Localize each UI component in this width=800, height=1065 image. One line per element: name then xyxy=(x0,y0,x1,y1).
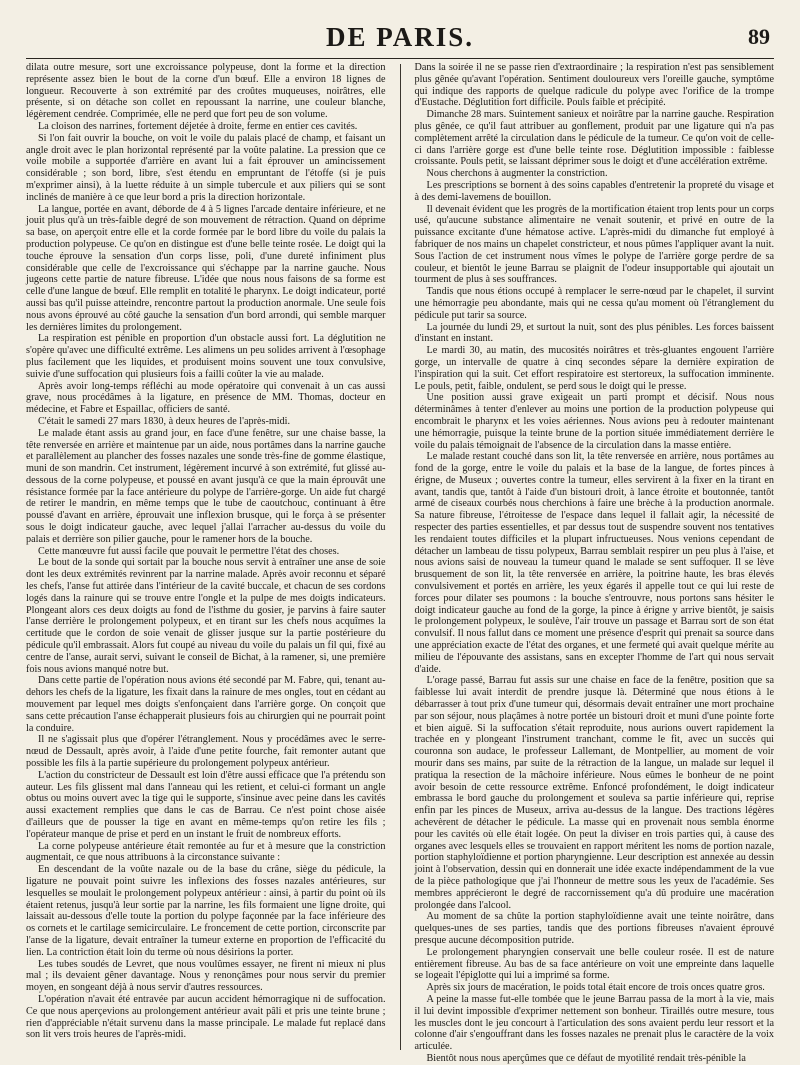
paragraph: A peine la masse fut-elle tombée que le jeune Barrau passa de la mort à la vie, mais il lui devint impossible d'exprimer nettement son bonheur. Tiraillés outre mesure, tous les muscles dont le jeu concourt à l'articulation des sons avaient perdu leur ressort et la colonne d'air s'engouffrant dans les fosses nazales ne prenait plus le caractère de la voix articulée. xyxy=(414,993,774,1053)
paragraph: Nous cherchons à augmenter la constriction. xyxy=(426,168,608,180)
right-column xyxy=(414,62,775,1064)
left-column xyxy=(26,62,386,1052)
paragraph: L'orage passé, Barrau fut assis sur une chaise en face de la fenêtre, position que sa faiblesse lui avait interdit de prendre jusque là. Déterminé que nous étions à le débarrasser à tout prix d'une tumeur qui, désormais devait entraîner une mort prochaine par son séjour, nous plaçâmes à notre portée un bistouri droit et muni d'une pointe forte et bien aiguë. Si la suffocation s'était reproduite, nous aurions ouvert rapidement la trachée en y plongeant l'instrument tranchant, comme le fit, avec un succès qui couronna son audace, le professeur Lallemant, de Montpellier, au moment de voir mourir dans ses mains, par suite de la rétraction de la langue, un malade sur lequel il pratiqua la resection de la mâchoire inférieure. Nous eûmes le bonheur de ne point avoir besoin de cette ressource extrême. Enfoncé profondément, le doigt indicateur embrassa le bord gauche du prolongement et souleva sa partie inférieure qui, reprise enfin par les pinces de Museux, arriva au-dessus de la langue. Des tractions légères achevèrent de détacher le pédicule. La masse qui en provenait nous sembla énorme pour les cavités où elle était logée. On peut la diviser en trois parties qui, à cause des organes avec lesquels elles se trouvaient en rapport méritent les noms de portion nazale, portion staphyloïdienne et portion pharyngienne. Leur description est annexée au dessin joint à l'observation, dessin qui en donnerait une idée exacte indépendamment de la vue de la pièce pathologique que j'ai l'honneur de mettre sous les yeux de l'académie. Ses membres apprécieront le degré de raccornissement qu'a dû produire une macération prolongée dans l'alcool. xyxy=(414,675,774,911)
paragraph: Cette manœuvre fut aussi facile que pouvait le permettre l'état des choses. xyxy=(38,545,340,557)
paragraph: La corne polypeuse antérieure était remontée au fur et à mesure que la constriction augmentait, ce que nous attribuons à la circonstance suivante : xyxy=(26,840,386,864)
paragraph: Il devenait évident que les progrès de la mortification étaient trop lents pour un corps usé, qu'aucune substance alimentaire ne venait soutenir, et privé en outre de la puissance excitante d'une hématose active. L'après-midi du dimanche fut employé à fabriquer de nos mains un chapelet constricteur, et nous pûmes l'appliquer avant la nuit. Sous l'action de cet instrument nous vîmes le polype de l'arrière gorge perdre de sa couleur, et bientôt le jeune Barrau se plaignit de l'odeur insupportable qui ajoutait un tourment de plus à ses souffrances. xyxy=(414,203,774,286)
paragraph: C'était le samedi 27 mars 1830, à deux heures de l'après-midi. xyxy=(38,415,291,427)
paragraph: Au moment de sa chûte la portion staphyloïdienne avait une teinte noirâtre, dans quelques-unes de ses parties, tandis que des portions fibreuses n'avaient éprouvé presque aucune décomposition putride. xyxy=(414,911,774,946)
paragraph: Tandis que nous étions occupé à remplacer le serre-nœud par le chapelet, il survint une hémorragie peu abondante, mais qui ne cessa qu'au moment où l'étranglement du pédicule put tarir sa source. xyxy=(414,286,774,321)
paragraph: Dimanche 28 mars. Suintement sanieux et noirâtre par la narrine gauche. Respiration plus gênée, ce qu'il faut attribuer au gonflement, produit par une ligature qui n'a pas complètement arrêté la circulation dans le pédicule de la tumeur. Ce qu'on voit de celle-ci dans l'arrière gorge est d'une belle teinte rose. Déglutition impossible : faiblesse croissante. Pouls petit, se laissant déprimer sous le doigt et d'une accélération extrême. xyxy=(414,109,774,168)
page-number: 89 xyxy=(748,24,770,49)
paragraph: La journée du lundi 29, et surtout la nuit, sont des plus pénibles. Les forces baissent d'instant en instant. xyxy=(414,321,774,345)
paragraph: Bientôt nous nous aperçûmes que ce défaut de myotilité rendait très-pénible la xyxy=(426,1052,746,1064)
paragraph: Après six jours de macération, le poids total était encore de trois onces quatre gros. xyxy=(426,982,765,994)
paragraph: Les prescriptions se bornent à des soins capables d'entretenir la propreté du visage et à des demi-lavemens de bouillon. xyxy=(414,179,774,203)
paragraph: Les tubes soudés de Levret, que nous voulûmes essayer, ne firent ni mieux ni plus mal ; ils devaient gêner davantage. Nous y renonçâmes pour nous servir du premier moyen, en songeant déjà à nous servir d'autres ressources. xyxy=(26,958,386,994)
column-divider xyxy=(400,64,401,1050)
paragraph: La cloison des narrines, fortement déjetée à droite, ferme en entier ces cavités. xyxy=(38,120,358,132)
paragraph: La respiration est pénible en proportion d'un obstacle aussi fort. La déglutition ne s'opère qu'avec une difficulté extrême. Les alimens un peu solides arrivent à l'œsophage plus facilement que les liquides, et produisent moins souvent une toux convulsive, suivie d'une suffocation qui plusieurs fois a failli coûter la vie au malade. xyxy=(26,333,386,380)
page-header xyxy=(26,0,774,58)
header-rule xyxy=(26,58,774,59)
paragraph: Une position aussi grave exigeait un parti prompt et décisif. Nous nous déterminâmes à tenter d'enlever au moins une portion de la production polypeuse qui encombrait le pharynx et les voies aériennes. Nous avions peu à redouter maintenant une hémorragie, puisque la teinte brune de la portion située immédiatement derrière le voile du palais témoignait de l'absence de la circulation dans la masse entière. xyxy=(414,392,774,451)
paragraph: Dans cette partie de l'opération nous avions été secondé par M. Fabre, qui, tenant au-dehors les chefs de la ligature, les fixait dans la rainure de mes ongles, tout en cédant au mouvement par lequel mes doigts s'enfonçaient dans l'arrière gorge. On conçoit que sans cette précaution l'anse échapperait plusieurs fois au chirurgien qui ne pourrait point la conduire. xyxy=(26,675,386,734)
paragraph: En descendant de la voûte nazale ou de la base du crâne, siège du pédicule, la ligature ne pouvait point suivre les inflexions des fosses nazales antérieures, sur lesquelles se moulait le prolongement polypeux antérieur : ainsi, à partir du point où ils étaient retenus, jusqu'à leur sortie par la narrine, les fils formaient une ligne droite, qui laissait au-dessous d'elle toute la portion du polype façonnée par la face inférieure des os cornets et le cartilage semicirculaire. Le froncement de cette portion, circonscrite par l'anse de la ligature, devait entraîner la tumeur externe en proportion de l'efficacité du lien. La contriction était loin du terme où nous désirions la porter. xyxy=(26,864,386,958)
running-title: DE PARIS. xyxy=(325,22,475,52)
paragraph: Le malade étant assis au grand jour, en face d'une fenêtre, sur une chaise basse, la tête renversée en arrière et maintenue par un aide, nous portâmes dans la narrine gauche et parallèlement au plancher des fosses nazales une sonde très-fine de gomme élastique, muni de son mandrin. Cet instrument, légèrement incurvé à son extrémité, fut glissé au-dessous de la corne polypeuse, et poussé en avant jusqu'à ce que la main éprouvât une résistance formée par la face antérieure du polype de l'arrière-gorge. Un aide fut chargé de retirer le mandrin, en même temps que le tube de caoutchouc, continuant à être poussé d'avant en arrière, éprouvait une inflexion brusque, qui le força à se présenter sous le doigt indicateur gauche, avec lequel j'allai l'arracher au-dessus du voile du palais et derrière son pilier gauche, pour le ramener hors de la bouche. xyxy=(26,427,386,545)
paragraph: Dans la soirée il ne se passe rien d'extraordinaire ; la respiration n'est pas sensiblement plus gênée qu'avant l'opération. Sentiment douloureux vers l'oreille gauche, symptôme qui indique des rapports de quelque radicule du polype avec l'orifice de la trompe d'Eustache. Déglutition fort difficile. Pouls faible et précipité. xyxy=(414,62,774,109)
paragraph: Le bout de la sonde qui sortait par la bouche nous servit à entraîner une anse de soie dont les deux extrémités revinrent par la narrine malade. Après avoir reconnu et séparé les chefs, l'anse fut attirée dans l'intérieur de la cavité buccale, et chacun de ses cordons logés dans la rainure qui se trouve entre l'ongle et la pulpe de mes doigts indicateurs. Plongeant alors ces deux doigts au fond de l'isthme du gosier, je parvins à faire sauter l'anse derrière le prolongement polypeux, et en tirant sur les chefs nous acquîmes la certitude que le cordon de soie venait de glisser jusque sur la partie postérieure du pédicule qu'il embrassait. Alors fut coupé au niveau du voile du palais un fil qui, fixé au centre de l'anse, aurait servi, suivant le conseil de Bichat, à la ramener, si, une première fois nous avions manqué notre but. xyxy=(26,557,386,675)
paragraph: Après avoir long-temps réfléchi au mode opératoire qui convenait à un cas aussi grave, nous procédâmes à la ligature, en présence de MM. Thomas, docteur en médecine, et Fabre et Espaillac, officiers de santé. xyxy=(26,380,386,416)
paragraph: La langue, portée en avant, déborde de 4 à 5 lignes l'arcade dentaire inférieure, et ne jouit plus qu'à un très-faible degré de son mouvement de rétraction. Quand on déprime sa base, on aperçoit entre elle et la corde formée par le bord libre du voile du palais la production polypeuse. Ce qu'on en distingue est d'une belle teinte rosée. Le doigt qui la touche éprouve la sensation d'un corps lisse, poli, d'une dureté infiniment plus considérable que celle de l'excroissance qui s'échappe par la narrine gauche. Nous jugeons cette partie de nature fibreuse. L'idée que nous nous faisons de sa forme est celle d'une langue de bœuf. Elle remplit en totalité le pharynx. Le doigt indicateur, porté aussi bas qu'il puisse atteindre, rencontre partout la production anormale. Une seule fois nous avons éprouvé au côté gauche la sensation d'un bord arrondi, qui semble marquer les dernières limites du prolongement. xyxy=(26,203,386,333)
paragraph: Le mardi 30, au matin, des mucosités noirâtres et très-gluantes engouent l'arrière gorge, un intervalle de quatre à cinq secondes sépare la dernière expiration de l'inspiration qui la suit. Cet effort respiratoire est stertoreux, la suffocation imminente. Le pouls, petit, faible, ondulent, se perd sous le doigt qui le presse. xyxy=(414,345,774,392)
paragraph: Il ne s'agissait plus que d'opérer l'étranglement. Nous y procédâmes avec le serre-nœud de Dessault, après avoir, à l'aide d'une petite fourche, fait remonter autant que possible les fils à la partie supérieure du prolongement polypeux antérieur. xyxy=(26,734,386,770)
paragraph: dilata outre mesure, sort une excroissance polypeuse, dont la forme et la direction représente assez bien le bout de la corne d'un bœuf. Elle a environ 18 lignes de longueur. Recouverte à son extrémité par des croûtes muqueuses, noirâtres, elle présente, si on détache son collet en repoussant la narrine, une couleur blanche, légèrement cendrée. Comprimée, elle ne perd que fort peu de son volume. xyxy=(26,62,386,121)
paragraph: Si l'on fait ouvrir la bouche, on voit le voile du palais placé de champ, et faisant un angle droit avec le plan horizontal représenté par la voûte palatine. La pression que ce voile mobile a supportée d'arrière en avant lui a fait éprouver un amincissement considérable ; son bord, libre, s'est étendu en empruntant de l'étoffe (si je puis m'exprimer ainsi), à la luette réduite à un simple tubercule et aux piliers qui se sont inclinés de manière à ce que leur bord a pris la direction horizontale. xyxy=(26,132,386,203)
text-columns xyxy=(26,62,774,1064)
paragraph: L'action du constricteur de Dessault est loin d'être aussi efficace que l'a prétendu son auteur. Les fils glissent mal dans l'anneau qui les retient, et celui-ci formant un angle obtus ou moins ouvert avec la tige qui le supporte, s'insinue avec peine dans les cavités aussi exactement remplies que dans le cas de Barrau. Ce n'est point chose aisée d'ailleurs que de pousser la tige en avant en même-temps qu'on retire les fils ; l'opérateur manque de prise et perd en un instant le fruit de nombreux efforts. xyxy=(26,769,386,840)
paragraph: L'opération n'avait été entravée par aucun accident hémorragique ni de suffocation. Ce que nous aperçevions au prolongement antérieur avait pâli et pris une teinte brune ; rien d'appréciable n'était survenu dans la masse principale. Le malade fut replacé dans son lit vers trois heures de l'après-midi. xyxy=(26,993,386,1041)
paragraph: Le prolongement pharyngien conservait une belle couleur rosée. Il est de nature entièrement fibreuse. Au bas de sa face antérieure on voit une empreinte dans laquelle se logeait l'épiglotte qui lui a imprimé sa forme. xyxy=(414,946,774,982)
paragraph: Le malade restant couché dans son lit, la tête renversée en arrière, nous portâmes au fond de la gorge, entre le voile du palais et la base de la langue, de fortes pinces à érigne, de Museux ; ouvertes contre la tumeur, elles servirent à la fixer en la tirant en avant, tandis que, tantôt à l'aide d'un bistouri droit, à lance étroite et boutonnée, tantôt armé de ciseaux courbés nous cherchions à faire une brèche à la production anormale. Sa nature fibreuse, l'étroitesse de l'espace dans lequel il fallait agir, la nécessité de respecter des parties essentielles, et par dessus tout de suspendre souvent nos tentatives les rendaient toutes difficiles et la plupart infructueuses. Nous venions cependant de détacher un lambeau de tissu polypeux, Barrau semblait respirer un peu plus à l'aise, et nous avions saisi de nouveau la tumeur quand le malade se sent suffoquer. Il se lève brusquement de son lit, la tête renversée en arrière, la poitrine haute, les bras élevés convulsivement et portés en arrière, les yeux égarés il appelle tout ce qui lui reste de forces pour dilater ses poumons : la bouche s'entrouvre, nous portons sans hésiter le doigt indicateur gauche au fond de la gorge, la pince à érigne y arrive bientôt, je saisis le prolongement polypeux, le soulève, l'air trouve un passage et Barrau sort de son état convulsif. Il nous fallut dans ce moment une présence d'esprit qui prenait sa source dans une appréciation exacte de l'état des organes, et une fermeté qui avait quelque mérite au milieu de l'épouvante des assistans, sans en excepter l'homme de l'art qui nous servait d'aide. xyxy=(414,451,774,675)
